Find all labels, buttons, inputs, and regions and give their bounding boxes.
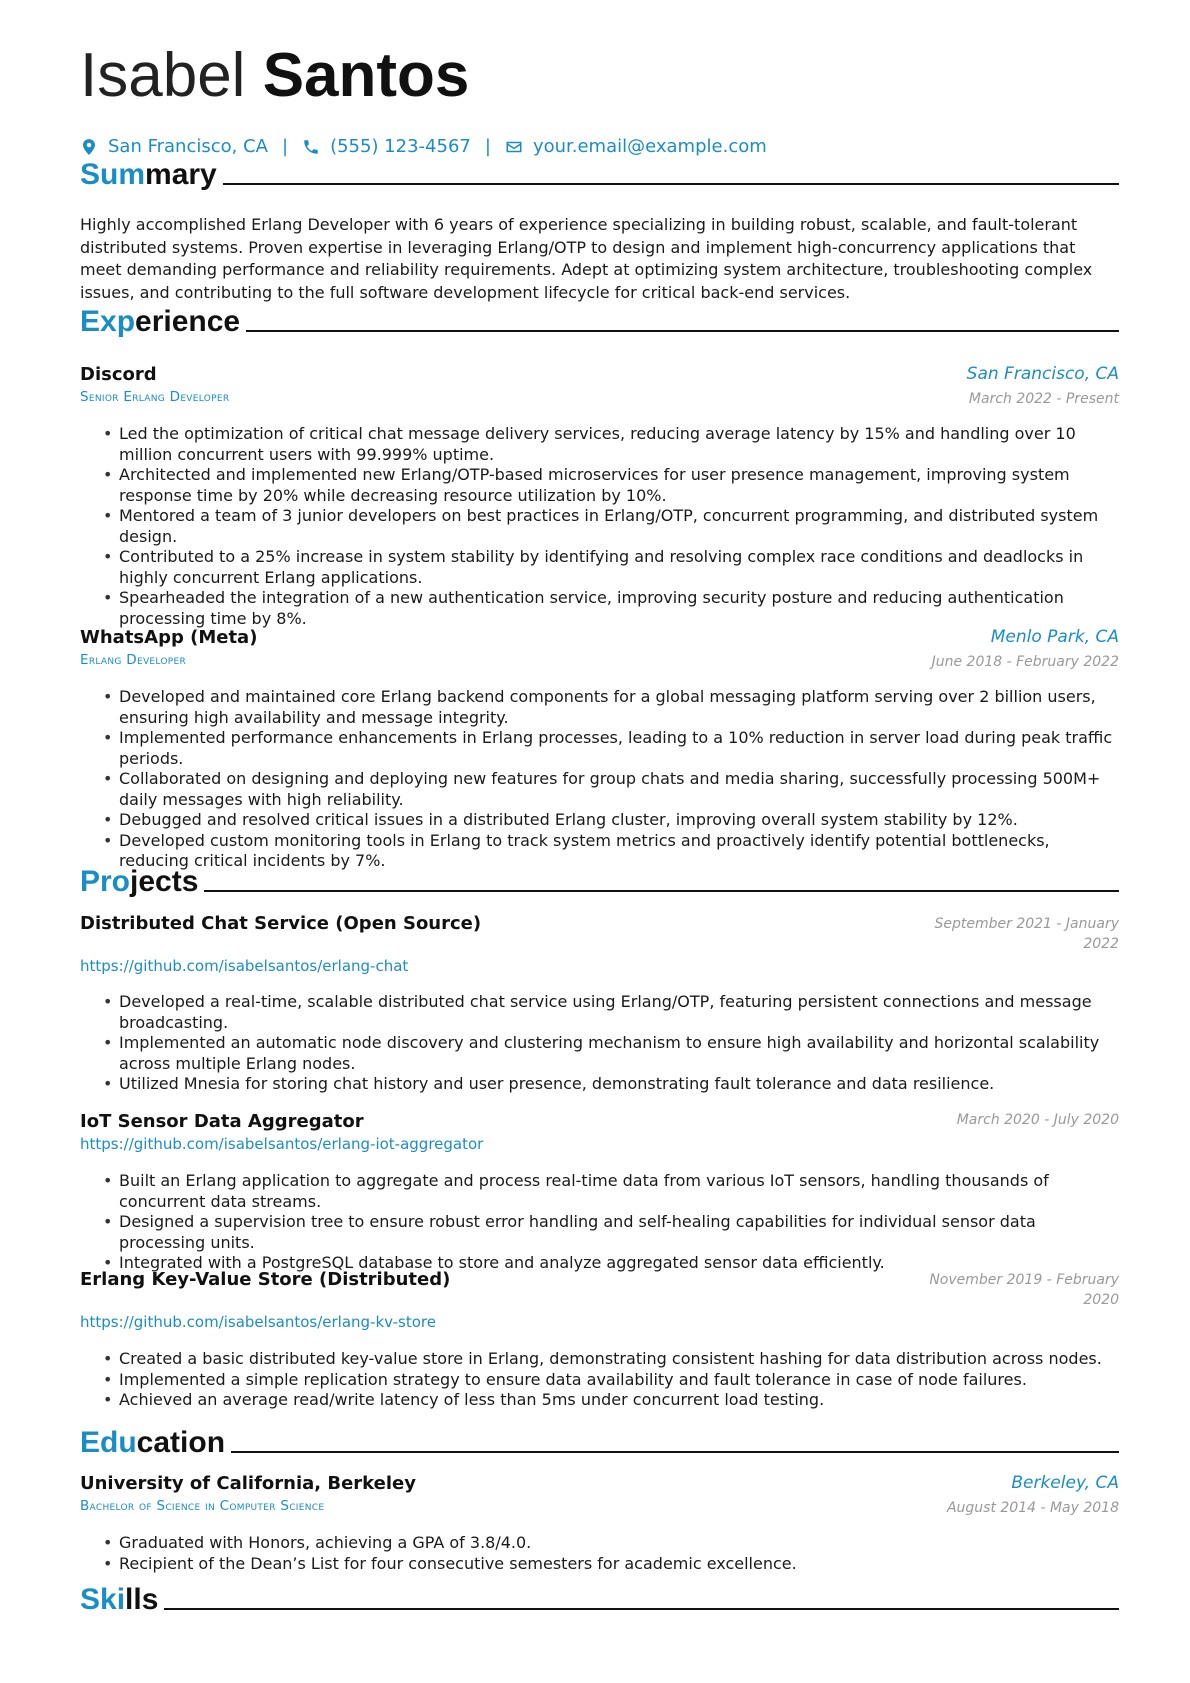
bullet-item: • Integrated with a PostgreSQL database to store and analyze aggregated sensor data efficiently. (80, 1253, 1119, 1274)
phone-icon (302, 138, 320, 156)
project-dates-line: 2022 (1083, 936, 1119, 952)
last-name: Santos (262, 41, 470, 110)
bullet-item: • Implemented an automatic node discovery and clustering mechanism to ensure high availability and horizontal scalability across multiple Erlang nodes. (80, 1033, 1119, 1074)
job-dates: March 2022 - Present (968, 391, 1119, 407)
bullet-item: • Developed and maintained core Erlang backend components for a global messaging platform serving over 2 billion users, ensuring high availability and message integrity. (80, 687, 1119, 728)
project-dates-line: September 2021 - January (934, 916, 1119, 932)
bullet-item: • Implemented performance enhancements in Erlang processes, leading to a 10% reduction in server load during peak traffic periods. (80, 728, 1119, 769)
section-rule (204, 890, 1119, 892)
project-bullets (80, 1171, 1119, 1274)
envelope-icon (505, 138, 523, 156)
contact-location (80, 136, 268, 157)
contact-separator: | (281, 136, 289, 157)
bullet-item: • Led the optimization of critical chat message delivery services, reducing average latency by 15% and handling over 10 million concurrent users with 99.999% uptime. (80, 424, 1119, 465)
location-text: San Francisco, CA (108, 136, 268, 157)
section-rule (223, 183, 1119, 185)
job-dates: June 2018 - February 2022 (931, 654, 1119, 670)
education-bullets (80, 1533, 1119, 1574)
bullet-item: • Utilized Mnesia for storing chat history and user presence, demonstrating fault tolerance and data resilience. (80, 1074, 1119, 1095)
project-link[interactable]: https://github.com/isabelsantos/erlang-chat (80, 957, 409, 975)
project-bullets (80, 992, 1119, 1095)
section-rule (164, 1608, 1119, 1610)
map-pin-icon (80, 138, 98, 156)
contact-phone[interactable] (302, 136, 471, 157)
job-location: San Francisco, CA (966, 364, 1119, 384)
first-name: Isabel (80, 41, 246, 110)
project-entry (80, 1269, 1119, 1331)
section-title-accent: Sum (80, 158, 146, 191)
company-name: Discord (80, 364, 157, 385)
email-text: your.email@example.com (532, 136, 767, 157)
bullet-item: • Spearheaded the integration of a new authentication service, improving security posture and reducing authentication processing time by 8%. (80, 588, 1119, 629)
contact-separator: | (484, 136, 491, 157)
section-title (80, 1585, 158, 1615)
bullet-item: • Mentored a team of 3 junior developers on best practices in Erlang/OTP, concurrent programming, and distributed system design. (80, 506, 1119, 547)
project-title: Erlang Key-Value Store (Distributed) (80, 1269, 451, 1290)
project-link[interactable]: https://github.com/isabelsantos/erlang-iot-aggregator (80, 1135, 484, 1153)
section-title (80, 1428, 225, 1458)
section-experience (80, 307, 1119, 337)
experience-entry (80, 627, 1119, 668)
section-title-accent: Pro (80, 865, 131, 898)
project-title: IoT Sensor Data Aggregator (80, 1111, 364, 1132)
project-dates: March 2020 - July 2020 (956, 1112, 1119, 1128)
bullet-item: • Built an Erlang application to aggregate and process real-time data from various IoT sensors, handling thousands of concurrent data streams. (80, 1171, 1119, 1212)
section-title-accent: Edu (80, 1426, 137, 1459)
project-bullets (80, 1349, 1119, 1411)
bullet-item: • Contributed to a 25% increase in system stability by identifying and resolving complex race conditions and deadlocks in highly concurrent Erlang applications. (80, 547, 1119, 588)
section-title-rest: erience (135, 305, 241, 338)
education-dates: August 2014 - May 2018 (946, 1500, 1119, 1516)
section-rule (231, 1451, 1119, 1453)
section-summary (80, 160, 1119, 190)
bullet-item: • Architected and implemented new Erlang/OTP-based microservices for user presence management, improving system response time by 20% while decreasing resource utilization by 10%. (80, 465, 1119, 506)
section-title-rest: jects (130, 865, 199, 898)
experience-bullets (80, 687, 1119, 872)
section-title (80, 867, 198, 897)
project-dates (935, 914, 1120, 954)
section-title (80, 160, 217, 190)
section-title-accent: Exp (80, 305, 136, 338)
section-skills (80, 1585, 1119, 1615)
bullet-item: • Developed a real-time, scalable distributed chat service using Erlang/OTP, featuring persistent connections and message broadcasting. (80, 992, 1119, 1033)
contact-line (80, 136, 767, 157)
company-name: WhatsApp (Meta) (80, 627, 258, 648)
bullet-item: • Designed a supervision tree to ensure robust error handling and self-healing capabilities for individual sensor data processing units. (80, 1212, 1119, 1253)
section-title-accent: Ski (80, 1583, 126, 1616)
education-entry (80, 1473, 1119, 1514)
degree: Bachelor of Science in Computer Science (80, 1498, 325, 1514)
candidate-name (80, 41, 470, 110)
job-role: Erlang Developer (80, 652, 187, 668)
bullet-item: • Created a basic distributed key-value store in Erlang, demonstrating consistent hashing for data distribution across nodes. (80, 1349, 1119, 1370)
school-name: University of California, Berkeley (80, 1473, 416, 1494)
section-title-rest: cation (136, 1426, 226, 1459)
project-title: Distributed Chat Service (Open Source) (80, 913, 482, 934)
project-dates (929, 1270, 1119, 1310)
bullet-item: • Implemented a simple replication strategy to ensure data availability and fault tolerance in case of node failures. (80, 1370, 1119, 1391)
project-entry (80, 913, 1119, 975)
bullet-item: • Achieved an average read/write latency of less than 5ms under concurrent load testing. (80, 1390, 1119, 1411)
job-location: Menlo Park, CA (990, 627, 1119, 647)
project-dates-line: November 2019 - February (929, 1272, 1119, 1288)
school-location: Berkeley, CA (1011, 1473, 1119, 1493)
experience-entry (80, 364, 1119, 405)
project-dates-line: 2020 (1083, 1292, 1119, 1308)
section-education (80, 1428, 1119, 1458)
section-title-rest: lls (125, 1583, 159, 1616)
experience-bullets (80, 424, 1119, 629)
bullet-item: • Recipient of the Dean’s List for four consecutive semesters for academic excellence. (80, 1554, 1119, 1575)
project-entry (80, 1111, 1119, 1153)
contact-email[interactable] (505, 136, 767, 157)
section-rule (246, 330, 1119, 332)
section-title (80, 307, 240, 337)
phone-text: (555) 123-4567 (330, 136, 471, 157)
section-title-rest: mary (145, 158, 217, 191)
bullet-item: • Debugged and resolved critical issues in a distributed Erlang cluster, improving overall system stability by 12%. (80, 810, 1119, 831)
summary-text: Highly accomplished Erlang Developer with 6 years of experience specializing in building robust, scalable, and fault-tolerant distributed systems. Proven expertise in leveraging Erlang/OTP to design and implement high-concurrency applications that meet demanding performance and reliability requirements. Adept at optimizing system architecture, troubleshooting complex issues, and contributing to the full software development lifecycle for critical back-end services. (80, 215, 1093, 302)
section-projects (80, 867, 1119, 897)
bullet-item: • Collaborated on designing and deploying new features for group chats and media sharing, successfully processing 500M+ daily messages with high reliability. (80, 769, 1119, 810)
job-role: Senior Erlang Developer (80, 389, 230, 405)
bullet-item: • Graduated with Honors, achieving a GPA of 3.8/4.0. (80, 1533, 1119, 1554)
bullet-item: • Developed custom monitoring tools in Erlang to track system metrics and proactively identify potential bottlenecks, reducing critical incidents by 7%. (80, 831, 1119, 872)
project-link[interactable]: https://github.com/isabelsantos/erlang-kv-store (80, 1313, 436, 1331)
